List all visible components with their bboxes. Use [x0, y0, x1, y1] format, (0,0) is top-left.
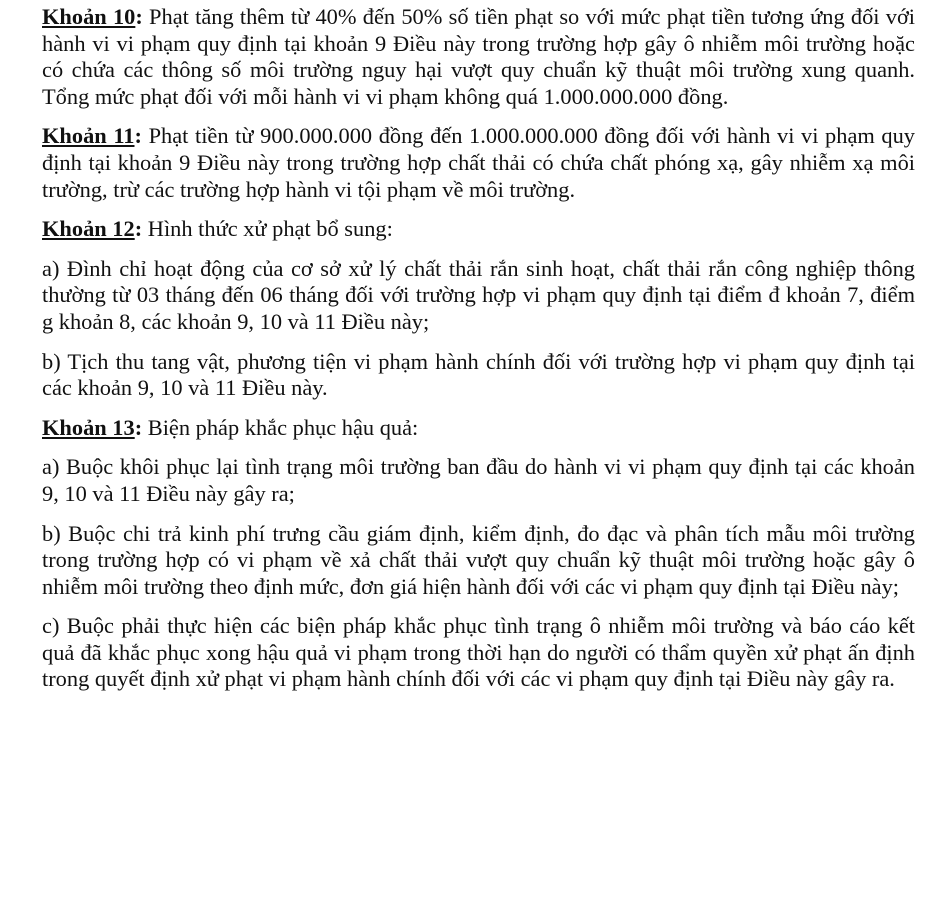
colon: : [135, 4, 143, 29]
khoan-10-text: Phạt tăng thêm từ 40% đến 50% số tiền phạt so với mức phạt tiền tương ứng đối với hành vi vi phạm quy định tại khoản 9 Điều này trong trường hợp gây ô nhiễm môi trường hoặc có chứa các thông số môi trường nguy hại vượt quy chuẩn kỹ thuật môi trường xung quanh. Tổng mức phạt đối với mỗi hành vi vi phạm không quá 1.000.000.000 đồng. [42, 4, 916, 109]
khoan-11-paragraph [42, 123, 915, 203]
khoan-12-text: Hình thức xử phạt bổ sung: [142, 216, 393, 242]
khoan-13-item-b: b) Buộc chi trả kinh phí trưng cầu giám định, kiểm định, đo đạc và phân tích mẫu môi trường trong trường hợp có vi phạm về xả chất thải vượt quy chuẩn kỹ thuật môi trường hoặc gây ô nhiễm môi trường theo định mức, đơn giá hiện hành đối với các vi phạm quy định tại Điều này; [42, 520, 915, 599]
khoan-11-heading: Khoản 11 [42, 123, 135, 149]
khoan-13-item-a: a) Buộc khôi phục lại tình trạng môi trường ban đầu do hành vi vi phạm quy định tại các khoản 9, 10 và 11 Điều này gây ra; [42, 454, 915, 506]
khoan-13-item-c: c) Buộc phải thực hiện các biện pháp khắc phục tình trạng ô nhiễm môi trường và báo cáo kết quả đã khắc phục xong hậu quả vi phạm trong thời hạn do người có thẩm quyền xử phạt ấn định trong quyết định xử phạt vi phạm hành chính đối với các vi phạm quy định tại Điều này gây ra. [42, 613, 915, 692]
khoan-12-heading: Khoản 12 [42, 216, 135, 242]
khoan-12-item-a: a) Đình chỉ hoạt động của cơ sở xử lý chất thải rắn sinh hoạt, chất thải rắn công nghiệp thông thường từ 03 tháng đến 06 tháng đối với trường hợp vi phạm quy định tại điểm đ khoản 7, điểm g khoản 8, các khoản 9, 10 và 11 Điều này; [42, 255, 915, 334]
colon: : [134, 123, 142, 149]
khoan-13-heading: Khoản 13 [42, 414, 135, 440]
colon: : [134, 414, 143, 440]
khoan-12-paragraph [42, 216, 915, 243]
khoan-13-text: Biện pháp khắc phục hậu quả: [142, 414, 419, 440]
khoan-13-paragraph [42, 415, 915, 442]
khoan-10-heading: Khoản 10 [42, 4, 136, 29]
colon: : [134, 216, 143, 242]
khoan-10-paragraph [42, 4, 915, 110]
khoan-12-item-b: b) Tịch thu tang vật, phương tiện vi phạm hành chính đối với trường hợp vi phạm quy định tại các khoản 9, 10 và 11 Điều này. [42, 348, 915, 401]
khoan-11-text: Phạt tiền từ 900.000.000 đồng đến 1.000.000.000 đồng đối với hành vi vi phạm quy định tại khoản 9 Điều này trong trường hợp chất thải có chứa chất phóng xạ, gây nhiễm xạ môi trường, trừ các trường hợp hành vi tội phạm về môi trường. [42, 123, 915, 202]
